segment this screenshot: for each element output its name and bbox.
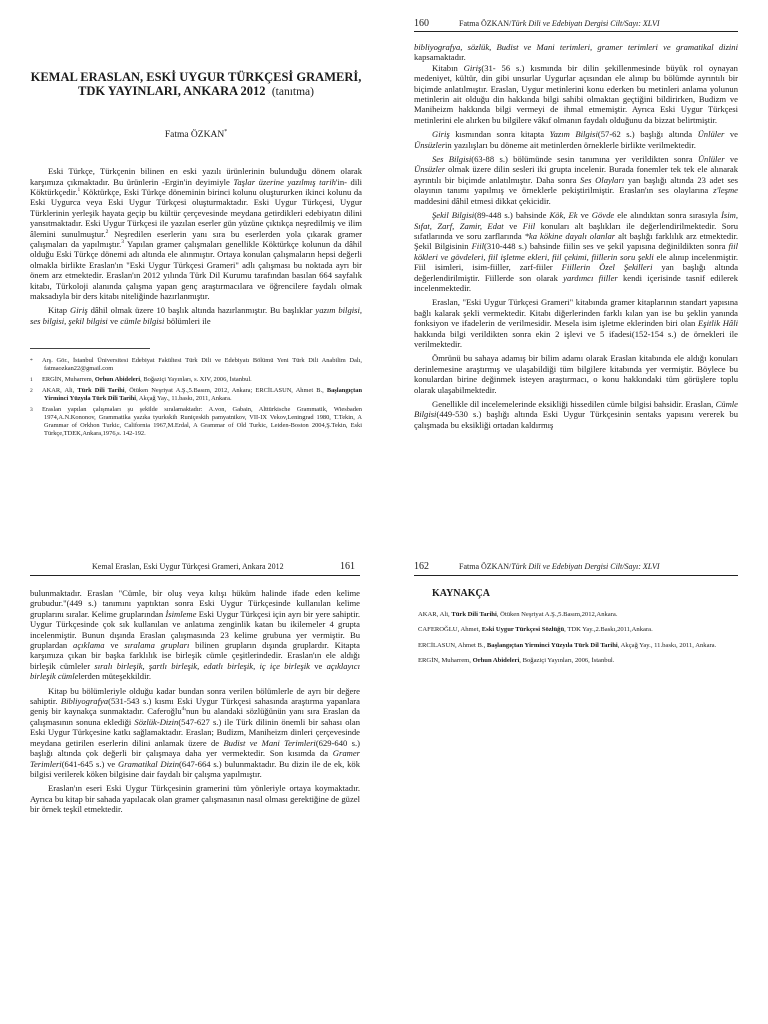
header-title: Kemal Eraslan, Eski Uygur Türkçesi Grameri, Ankara 2012	[92, 562, 284, 571]
page-161-body	[30, 588, 360, 815]
page-161	[0, 562, 384, 1024]
header-rule	[414, 575, 738, 576]
article-title	[30, 70, 362, 99]
footnote-rule	[30, 348, 150, 349]
author-footnote-mark: *	[224, 129, 228, 135]
paragraph: Kitabın Giriş(31- 56 s.) kısmında bir dilin şekillenmesinde büyük rol oynayan medeniyet, kültür, din gibi unsurlar Uygurlar açısından ele alınıp bu bölümde ayrıntılı bir biçimde anlatılmıştır. Eraslan, Uygur metinlerini konu ederken bu metinleri anlama yolunun metinlerin ait olduğu din hakkında bilgi sahibi olmaktan geçtiğini bildirirken, Budizm ve Maniheizm hakkında bilgi vermeyi de ihmal etmemiştir. Ayrıca Eski Uygur Türkçesi metinlerini ele alırken bu bilgilere vâkıf olmanın faydalı olduğunu da bizzat belirtmiştir.	[414, 62, 738, 125]
paragraph: Genellikle dil incelemelerinde eksikliği hissedilen cümle bilgisi bahsidir. Eraslan, Cümle Bilgisi(449-530 s.) başlığı altında Eski Uygur Türkçesinin sentaks yapısını vererek bu çalışmada bu eksikliği ortadan kaldırmış	[414, 399, 738, 430]
paragraph: Kitap Giriş dâhil olmak üzere 10 başlık altında hazırlanmıştır. Bu başlıklar yazım bilgisi, ses bilgisi, şekil bilgisi ve cümle bilgisi bölümleri ile	[30, 305, 363, 326]
footnote-ref: 4	[181, 706, 185, 713]
paragraph: Eski Türkçe, Türkçenin bilinen en eski yazılı ürünlerinin bulunduğu dönem olarak karşımıza çıkmaktadır. Bu ürünlerin -Ergin'in deyimiyle Taşlar üzerine yazılmış tarih'in- dili Köktürkçedir.$^1$ Köktürkçe, Eski Türkçe döneminin birinci kolunu oluştururken ikinci kolunu da Eski Uygurca veya Eski Uygur Türkçesi oluşturmaktadır. Eski Uygur Türkçesi, Uygur Türklerinin yerleşik hayata geçip bu kültür çerçevesinde meydana getirdikleri edebiyatın dilini yansıtmaktadır. Eski Uygur Türkçesi ile yazılan eserler gün yüzüne çıktıkça neşredilmiş ve ilim âlemini sunulmuştur.$^2$ Neşredilen eserlerin yanı sıra bu eserlerden yola çıkarak gramer çalışmaları da yapılmıştır.$^3$ Yapılan gramer çalışmaları genellikle Köktürkçe kolunun da dâhil olduğu Eski Türkçe dönemi adı altında ele alınmıştır. Ortaya konulan çalışmaların hepsi değerli olmakla birlikte Eraslan'ın "Eski Uygur Türkçesi Grameri" adlı çalışması bu noktada ayrı bir önem arz etmektedir. Eraslan'ın 2012 yılında Türk Dil Kurumu tarafından basılan 664 sayfalık kitabı, Türkoloji alanında çalışma yapan genç araştırmacılara ve öğrencilere faydalı olmak maksadıyla bir ders kitabı niteliğinde hazırlanmıştır.	[30, 166, 362, 302]
left-column	[30, 60, 362, 441]
header-author: Fatma ÖZKAN/	[459, 562, 512, 571]
paragraph: Şekil Bilgisi(89-448 s.) bahsinde Kök, Ek ve Gövde ele alındıktan sonra sırasıyla İsim, Sıfat, Zarf, Zamir, Edat ve Fiil konuları alt başlıkları ile değerlendirilmektedir. Soru sıfatlarında ve soru zarflarında *ka kökine dayalı olanlar alt başlığı farklılık arz etmektedir. Şekil Bilgisinin Fiil(310-448 s.) bahsinde fiilin ses ve şekil yapısına değinildikten sonra fiil kökleri ve gövdeleri, fiil işletme ekleri, fiil çekimi, fiillerin soru şekli ele alınıp incelenmiştir. Fiil isimleri, isim-fiiller, zarf-fiiler Fiillerin Özel Şekilleri yan başlığı altında değerlendirilmiştir. Fiillerde son olarak yardımcı fiiller kendi içerisinde tasnif edilerek incelenmektedir.	[414, 210, 739, 293]
reference-entry: CAFEROĞLU, Ahmet, Eski Uygur Türkçesi Sözlüğü, TDK Yay.,2.Baskı,2011,Ankara.	[418, 626, 653, 634]
paragraph: bibliyografya, sözlük, Budist ve Mani terimleri, gramer terimleri ve gramatikal dizini kapsamaktadır.	[414, 42, 738, 63]
author-name: Fatma ÖZKAN*	[164, 129, 228, 141]
header-author: Fatma ÖZKAN/	[459, 19, 512, 28]
page-number: 160	[414, 18, 429, 29]
footnote: * Arş. Gör., İstanbul Üniversitesi Edebiyat Fakültesi Türk Dili ve Edebiyatı Bölümü Yeni Türk Dili Anabilim Dalı, fatmaozkan22@gmail.com	[30, 357, 362, 373]
footnote-ref: 1	[77, 187, 81, 194]
reference-entry: AKAR, Ali, Türk Dili Tarihi, Ötüken Neşriyat A.Ş.,5.Basım,2012,Ankara.	[418, 611, 618, 618]
title-note: (tanıtma)	[271, 86, 314, 98]
footnote: 3 Eraslan yapılan çalışmaları şu şekilde sıralamaktadır: A.von, Gabain, Alttürkische Grammatik, Wiesbaden 1974,A.N.Kononov, Grammatika yazıka tyurkskih Runiçeskih pamyatnikov, VII-IX Vekov,Leningrad 1980, T.Tekin, A Grammar of Orkhon Turkic, California 1967,M.Erdal, A Grammar of Old Turkic, Leiden-Boston 2004,Ş.Tekin, Eski Türkçe,TDEK,Ankara,1976,s. 142-192.	[30, 406, 362, 438]
running-header	[92, 562, 284, 571]
page-number: 161	[340, 562, 355, 572]
paragraph: Ömrünü bu sahaya adamış bir bilim adamı olarak Eraslan kitabında ele aldığı konuları derinlemesine araştırmış ve ulaşabildiği tüm bilgilere kitabında yer vermiştir. Böylece bu konulardan birine değinmek isteyen araştırmacı, o konu hakkındaki tüm görüşlere toplu olarak ulaşabilmektedir.	[414, 353, 738, 395]
header-journal: Türk Dili ve Edebiyatı Dergisi Cilt/Sayı: XLVI	[511, 19, 660, 28]
paragraph: Ses Bilgisi(63-88 s.) bölümünde sesin tanımına yer verildikten sonra Ünlüler ve Ünsüzler olmak üzere dilin sesleri iki grupta incelenir. Burada fonemler tek tek ele alınarak ayrıntılı bir biçimde anlatılmıştır. Daha sonra Ses Olayları yan başlığı altında 23 adet ses olayının tanımı yapılmış ve örneklerle pekiştirilmiştir. Eraslan'ın ses olaylarına z'leşme maddesini dâhil etmesi dikkat çekicidir.	[414, 154, 738, 206]
running-header	[414, 18, 660, 29]
reference-entry: ERCİLASUN, Ahmet B., Başlangıçtan Yirminci Yüzyıla Türk Dil Tarihi, Akçağ Yay., 11.baskı, 2011, Ankara.	[418, 641, 717, 649]
right-column	[414, 42, 738, 430]
paragraph: Giriş kısmından sonra kitapta Yazım Bilgisi(57-62 s.) başlığı altında Ünlüler ve Ünsüzlerin yazılışları bu döneme ait metinlerden örneklerle birlikte verilmektedir.	[414, 129, 738, 150]
reference-entry: ERGİN, Muharrem, Orhun Abideleri, Boğaziçi Yayınları, 2006, İstanbul.	[418, 657, 615, 665]
footnote: 1 ERGİN, Muharrem, Orhun Abideleri, Boğaziçi Yayınları, s. XIV, 2006, İstanbul.	[30, 376, 252, 384]
header-rule	[414, 31, 738, 32]
footnote-ref: 3	[121, 239, 125, 246]
paragraph: Eraslan, "Eski Uygur Türkçesi Grameri" kitabında gramer kitaplarının standart yapısına bağlı kalarak şekli vermektedir. Kitabı diğerlerinden farklı kılan yan ise bu şeklin yanında fonksiyon ve ifadelerin de verilmesidir. Mesela isim işletme eklerinden biri olan Eşitlik Hâli hakkında bilgi verildikten sonra ekin 2 işlevi ve 5 ifadesi(152-154 s.) de örnekleri ile verilmektedir.	[414, 297, 738, 349]
paragraph: Kitap bu bölümleriyle olduğu kadar bundan sonra verilen bölümlerle de ayrı bir değere sahiptir. Bibliyografya(531-543 s.) kısmı Eski Uygur Türkçesi sahasında araştırma yapanlara geniş bir kaynakça sunmaktadır. Caferoğlu$^4$'nun bu alandaki sözlüğünün yanı sıra Eraslan da çalışmasının sonuna eklediği Sözlük-Dizin(547-627 s.) ile Türk dilinin önemli bir sahası olan Eski Uygur Türkçesine katkı sağlamaktadır. Eraslan; Budizm, Maniheizm dinleri çerçevesinde meydana getirilen eserlerin dilini anlamak üzere de Budist ve Mani Terimleri(629-640 s.) başlığı altında çok değerli bir çalışmaya daha yer vermektedir. Son kısımda da Gramer Terimleri(641-645 s.) ve Gramatikal Dizin(647-664 s.) bulunmaktadır. Bu dizin ile de ek, kök bilgisi verilerek köken bilgisine dair faydalı bir çalışma yapılmıştır.	[30, 685, 361, 779]
running-header	[414, 562, 660, 572]
running-header-page	[340, 562, 355, 572]
page-162	[384, 562, 768, 1024]
footnote-ref: 2	[105, 228, 109, 235]
page-162-body	[418, 582, 738, 673]
paragraph: bulunmaktadır. Eraslan "Cümle, bir oluş veya kılışı hüküm halinde ifade eden kelime grubudur."(449 s.) tanımını yaptıktan sonra Eski Uygur Türkçesinde kullanılan kelime gruplarını sıralar. Kelime gruplarından İsimleme Eski Uygur Türkçesi için ayrı bir yere sahiptir. Uygur Türkçesinde çok sık kullanılan ve anlatıma zenginlik katan bu ikilemeler 4 grupta incelenmiştir. Bunun dışında Eraslan çalışmasında 23 kelime grubuna yer vermiştir. Bu gruplardan açıklama ve sıralama grupları bilinen grupların dışında gruplardır. Kitapta karşımıza çıkan bir başka farklılık ise birleşik cümle çeşitlerindedir. Eraslan'ın ele aldığı birleşik cümleler sıralı birleşik, şartlı birleşik, edatlı birleşik, iç içe birleşik ve açıklayıcı birleşik cümlelerden müteşekkildir.	[30, 588, 360, 682]
bibliography-heading: KAYNAKÇA	[432, 588, 490, 599]
footnote: 2 AKAR, Ali, Türk Dili Tarihi, Ötüken Neşriyat A.Ş.,5.Basım, 2012, Ankara; ERCİLASUN, Ahmet B., Başlangıçtan Yirminci Yüzyıla Türk Dili Tarihi, Akçağ Yay., 11.baskı, 2011, Ankara.	[30, 387, 362, 403]
title-line-1: KEMAL ERASLAN, ESKİ UYGUR TÜRKÇESİ GRAMERİ,	[30, 70, 362, 84]
header-journal: Türk Dili ve Edebiyatı Dergisi Cilt/Sayı: XLVI	[511, 562, 660, 571]
paragraph: Eraslan'ın eseri Eski Uygur Türkçesinin gramerini tüm yönleriyle ortaya koymaktadır. Ayrıca bu kitap bir sahada yapılacak olan gramer çalışmasının nasıl olması gerektiğine de güzel bir örnek teşkil etmektedir.	[30, 783, 360, 815]
header-rule	[30, 575, 360, 576]
page-number: 162	[414, 562, 429, 572]
title-line-2: TDK YAYINLARI, ANKARA 2012	[78, 84, 266, 98]
